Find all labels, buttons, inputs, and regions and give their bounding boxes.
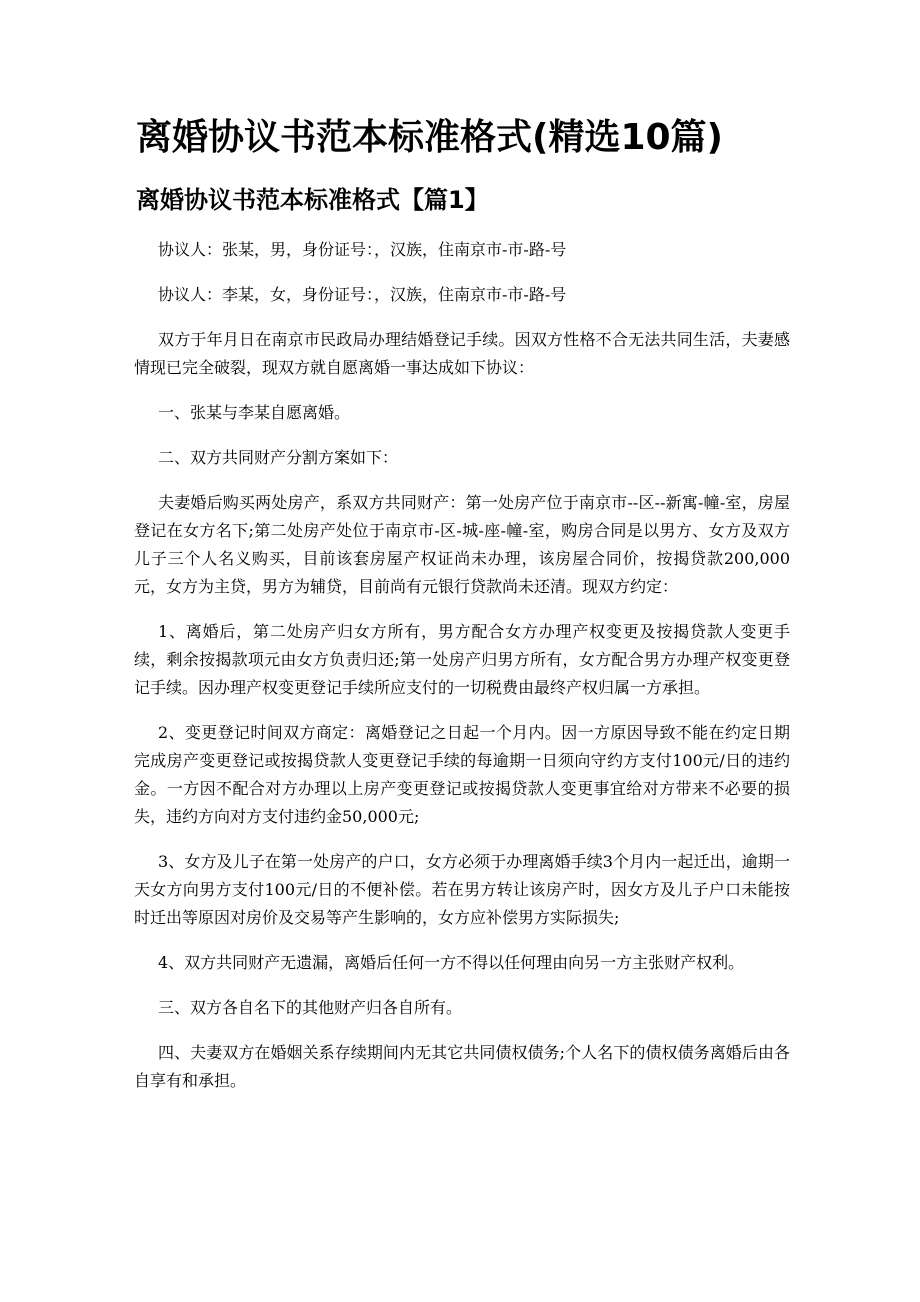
property-item-3-paragraph: 3、女方及儿子在第一处房产的户口，女方必须于办理离婚手续3个月内一起迁出，逾期一天女方向男方支付100元/日的不便补偿。若在男方转让该房产时，因女方及儿子户口未能按时迁出等原因对房价及交易等产生影响的，女方应补偿男方实际损失; [134,852,790,927]
party-female-paragraph: 协议人：李某，女，身份证号：，汉族，住南京市-市-路-号 [158,285,567,304]
property-item-4-paragraph: 4、双方共同财产无遗漏，离婚后任何一方不得以任何理由向另一方主张财产权利。 [158,953,745,972]
document-title: 离婚协议书范本标准格式(精选10篇) [136,117,724,158]
clause-three-paragraph: 三、双方各自名下的其他财产归各自所有。 [158,998,463,1017]
property-item-2-paragraph: 2、变更登记时间双方商定：离婚登记之日起一个月内。因一方原因导致不能在约定日期完成房产变更登记或按揭贷款人变更登记手续的每逾期一日须向守约方支付100元/日的违约金。一方因不配合对方办理以上房产变更登记或按揭贷款人变更事宜给对方带来不必要的损失，违约方向对方支付违约金50,000元; [134,723,790,826]
intro-paragraph: 双方于年月日在南京市民政局办理结婚登记手续。因双方性格不合无法共同生活，夫妻感情现已完全破裂，现双方就自愿离婚一事达成如下协议： [134,330,790,377]
document-body [134,236,790,1112]
clause-two-paragraph: 二、双方共同财产分割方案如下： [158,448,399,467]
party-male-paragraph: 协议人：张某，男，身份证号：，汉族，住南京市-市-路-号 [158,240,567,259]
section-title: 离婚协议书范本标准格式【篇1】 [136,186,489,214]
property-description-paragraph: 夫妻婚后购买两处房产，系双方共同财产：第一处房产位于南京市--区--新寓-幢-室，房屋登记在女方名下;第二处房产处位于南京市-区-城-座-幢-室，购房合同是以男方、女方及双方儿子三个人名义购买，目前该套房屋产权证尚未办理，该房屋合同价，按揭贷款200,000元，女方为主贷，男方为辅贷，目前尚有元银行贷款尚未还清。现双方约定： [134,493,790,596]
clause-four-paragraph: 四、夫妻双方在婚姻关系存续期间内无其它共同债权债务;个人名下的债权债务离婚后由各自享有和承担。 [134,1043,790,1090]
clause-one-paragraph: 一、张某与李某自愿离婚。 [158,403,351,422]
property-item-1-paragraph: 1、离婚后，第二处房产归女方所有，男方配合女方办理产权变更及按揭贷款人变更手续，剩余按揭款项元由女方负责归还;第一处房产归男方所有，女方配合男方办理产权变更登记手续。因办理产权变更登记手续所应支付的一切税费由最终产权归属一方承担。 [134,622,790,697]
